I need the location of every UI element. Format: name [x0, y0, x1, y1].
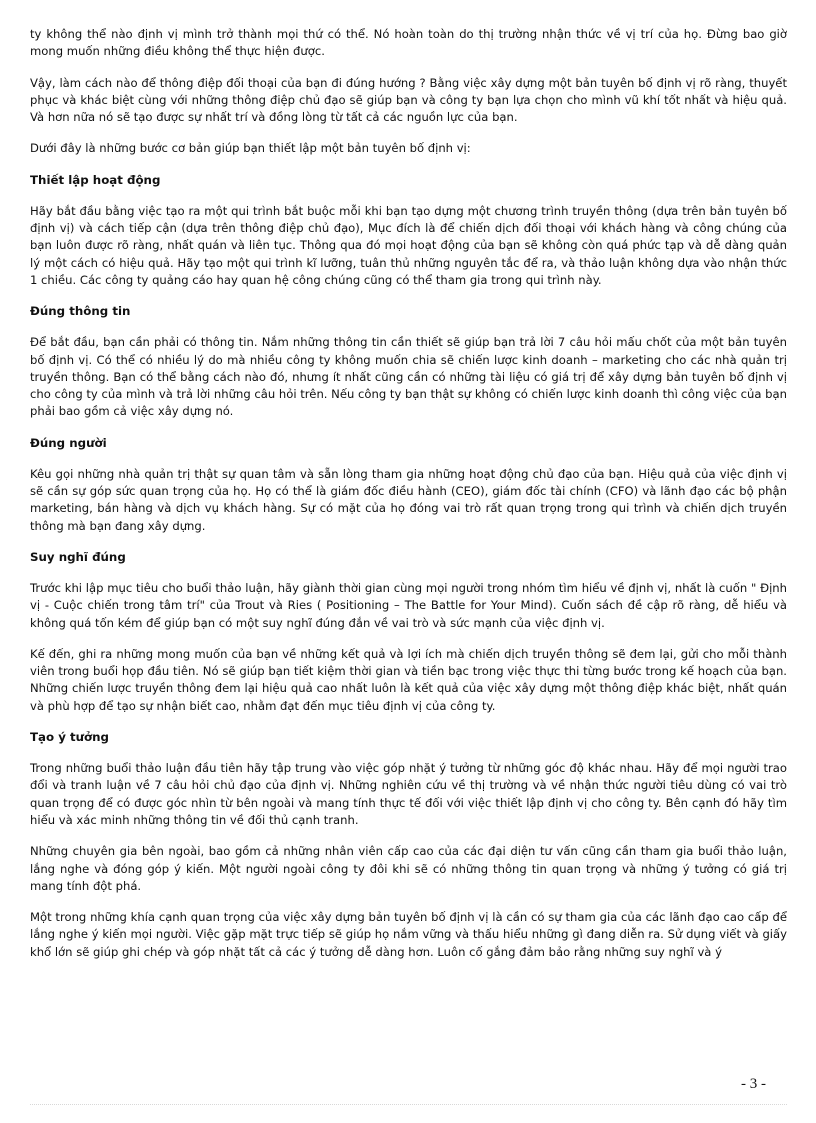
- section-heading: Tạo ý tưởng: [30, 730, 110, 745]
- page-number: - 3 -: [741, 1076, 766, 1092]
- paragraph: ty không thể nào định vị mình trở thành mọi thứ có thể. Nó hoàn toàn do thị trường nhận thức về vị trí của họ. Đừng bao giờ mong muốn những điều không thể thực hiện được.: [30, 27, 787, 59]
- paragraph: Dưới đây là những bước cơ bản giúp bạn thiết lập một bản tuyên bố định vị:: [30, 141, 471, 156]
- section-heading: Thiết lập hoạt động: [30, 172, 161, 187]
- section-heading: Suy nghĩ đúng: [30, 549, 126, 564]
- paragraph: Để bắt đầu, bạn cần phải có thông tin. Nắm những thông tin cần thiết sẽ giúp bạn trả lời 7 câu hỏi mấu chốt của một bản tuyên bố định vị. Có thể có nhiều lý do mà nhiều công ty không muốn chia sẽ chiến lược kinh doanh – marketing cho các nhà quản trị truyền thông. Bạn có thể bằng cách nào đó, nhưng ít nhất cũng cần có những tài liệu có giá trị để xây dựng bản tuyên bố định vị cho công ty của mình và trả lời những câu hỏi trên. Nếu công ty bạn thật sự không có chiến lược kinh doanh thì công việc của bạn phải bao gồm cả việc xây dựng nó.: [30, 335, 787, 419]
- section-heading: Đúng người: [30, 435, 107, 450]
- footer-divider: [30, 1104, 787, 1105]
- paragraph: Kêu gọi những nhà quản trị thật sự quan tâm và sẵn lòng tham gia những hoạt động chủ đạo của bạn. Hiệu quả của việc định vị sẽ cần sự góp sức quan trọng của họ. Họ có thể là giám đốc điều hành (CEO), giám đốc tài chính (CFO) và lãnh đạo các bộ phận marketing, bán hàng và dịch vụ khách hàng. Sự có mặt của họ đóng vai trò rất quan trọng trong qui trình và chiến dịch truyền thông mà bạn đang xây dựng.: [30, 466, 787, 533]
- paragraph: Một trong những khía cạnh quan trọng của việc xây dựng bản tuyên bố định vị là cần có sự tham gia của các lãnh đạo cao cấp để lắng nghe ý kiến mọi người. Việc gặp mặt trực tiếp sẽ giúp họ nắm vững và thấu hiểu những gì đang diễn ra. Sử dụng viết và giấy khổ lớn sẽ giúp ghi chép và góp nhặt tất cả các ý tưởng dễ dàng hơn. Luôn cố gắng đảm bảo rằng những suy nghĩ và ý: [30, 910, 787, 959]
- paragraph: Vậy, làm cách nào để thông điệp đối thoại của bạn đi đúng hướng ? Bằng việc xây dựng một bản tuyên bố định vị rõ ràng, thuyết phục và khác biệt cùng với những thông điệp chủ đạo sẽ giúp bạn và công ty bạn lựa chọn cho mình vũ khí tốt nhất và hiệu quả. Và hơn nữa nó sẽ tạo được sự nhất trí và đồng lòng từ tất cả các nguồn lực của bạn.: [30, 75, 787, 125]
- paragraph: Những chuyên gia bên ngoài, bao gồm cả những nhân viên cấp cao của các đại diện tư vấn cũng cần tham gia buổi thảo luận, lắng nghe và đóng góp ý kiến. Một người ngoài công ty đôi khi sẽ có những thông tin quan trọng và những ý tưởng có giá trị mang tính đột phá.: [30, 844, 787, 893]
- paragraph: Kế đến, ghi ra những mong muốn của bạn về những kết quả và lợi ích mà chiến dịch truyền thông sẽ đem lại, gửi cho mỗi thành viên trong buổi họp đầu tiên. Nó sẽ giúp bạn tiết kiệm thời gian và tiền bạc trong việc thực thi từng bước trong kế hoạch của bạn. Những chiến lược truyền thông đem lại hiệu quả cao nhất luôn là kết quả của việc xây dựng một thông điệp khác biệt, nhất quán và phù hợp để tạo sự nhận biết cao, nhằm đạt đến mục tiêu định vị của công ty.: [30, 646, 787, 713]
- paragraph: Trong những buổi thảo luận đầu tiên hãy tập trung vào việc góp nhặt ý tưởng từ những góc độ khác nhau. Hãy để mọi người trao đổi và tranh luận về 7 câu hỏi chủ đạo của định vị. Những nghiên cứu về thị trường và về nhận thức người tiêu dùng có vai trò quan trọng để có được góc nhìn từ bên ngoài và mang tính thực tế đối với việc thiết lập định vị cho công ty. Bên cạnh đó hãy tìm hiểu và xác minh những thông tin về đối thủ cạnh tranh.: [30, 761, 787, 827]
- paragraph: Hãy bắt đầu bằng việc tạo ra một qui trình bắt buộc mỗi khi bạn tạo dựng một chương trình truyền thông (dựa trên bản tuyên bố định vị) và cách tiếp cận (dựa trên thông điệp chủ đạo), Mục đích là để chiến dịch đối thoại với khách hàng và công chúng của bạn luôn được rõ ràng, nhất quán và liên tục. Thông qua đó mọi hoạt động của bạn sẽ không còn quá phức tạp và dễ dàng quản lý một cách có hiệu quả. Hãy tạo một qui trình kĩ lưỡng, tuân thủ những nguyên tắc để ra, và thảo luận không dựa vào nhận thức 1 chiều. Các công ty quảng cáo hay quan hệ công chúng cũng có thể tham gia trong qui trình này.: [30, 203, 787, 287]
- paragraph: Trước khi lập mục tiêu cho buổi thảo luận, hãy giành thời gian cùng mọi người trong nhóm tìm hiểu về định vị, nhất là cuốn " Định vị - Cuộc chiến trong tâm trí" của Trout và Ries ( Positioning – The Battle for Your Mind). Cuốn sách đề cập rõ ràng, dễ hiểu và không quá tốn kém để giúp bạn có một suy nghĩ đúng đắn về vai trò và sức mạnh của việc định vị.: [30, 580, 787, 630]
- section-heading: Đúng thông tin: [30, 304, 131, 319]
